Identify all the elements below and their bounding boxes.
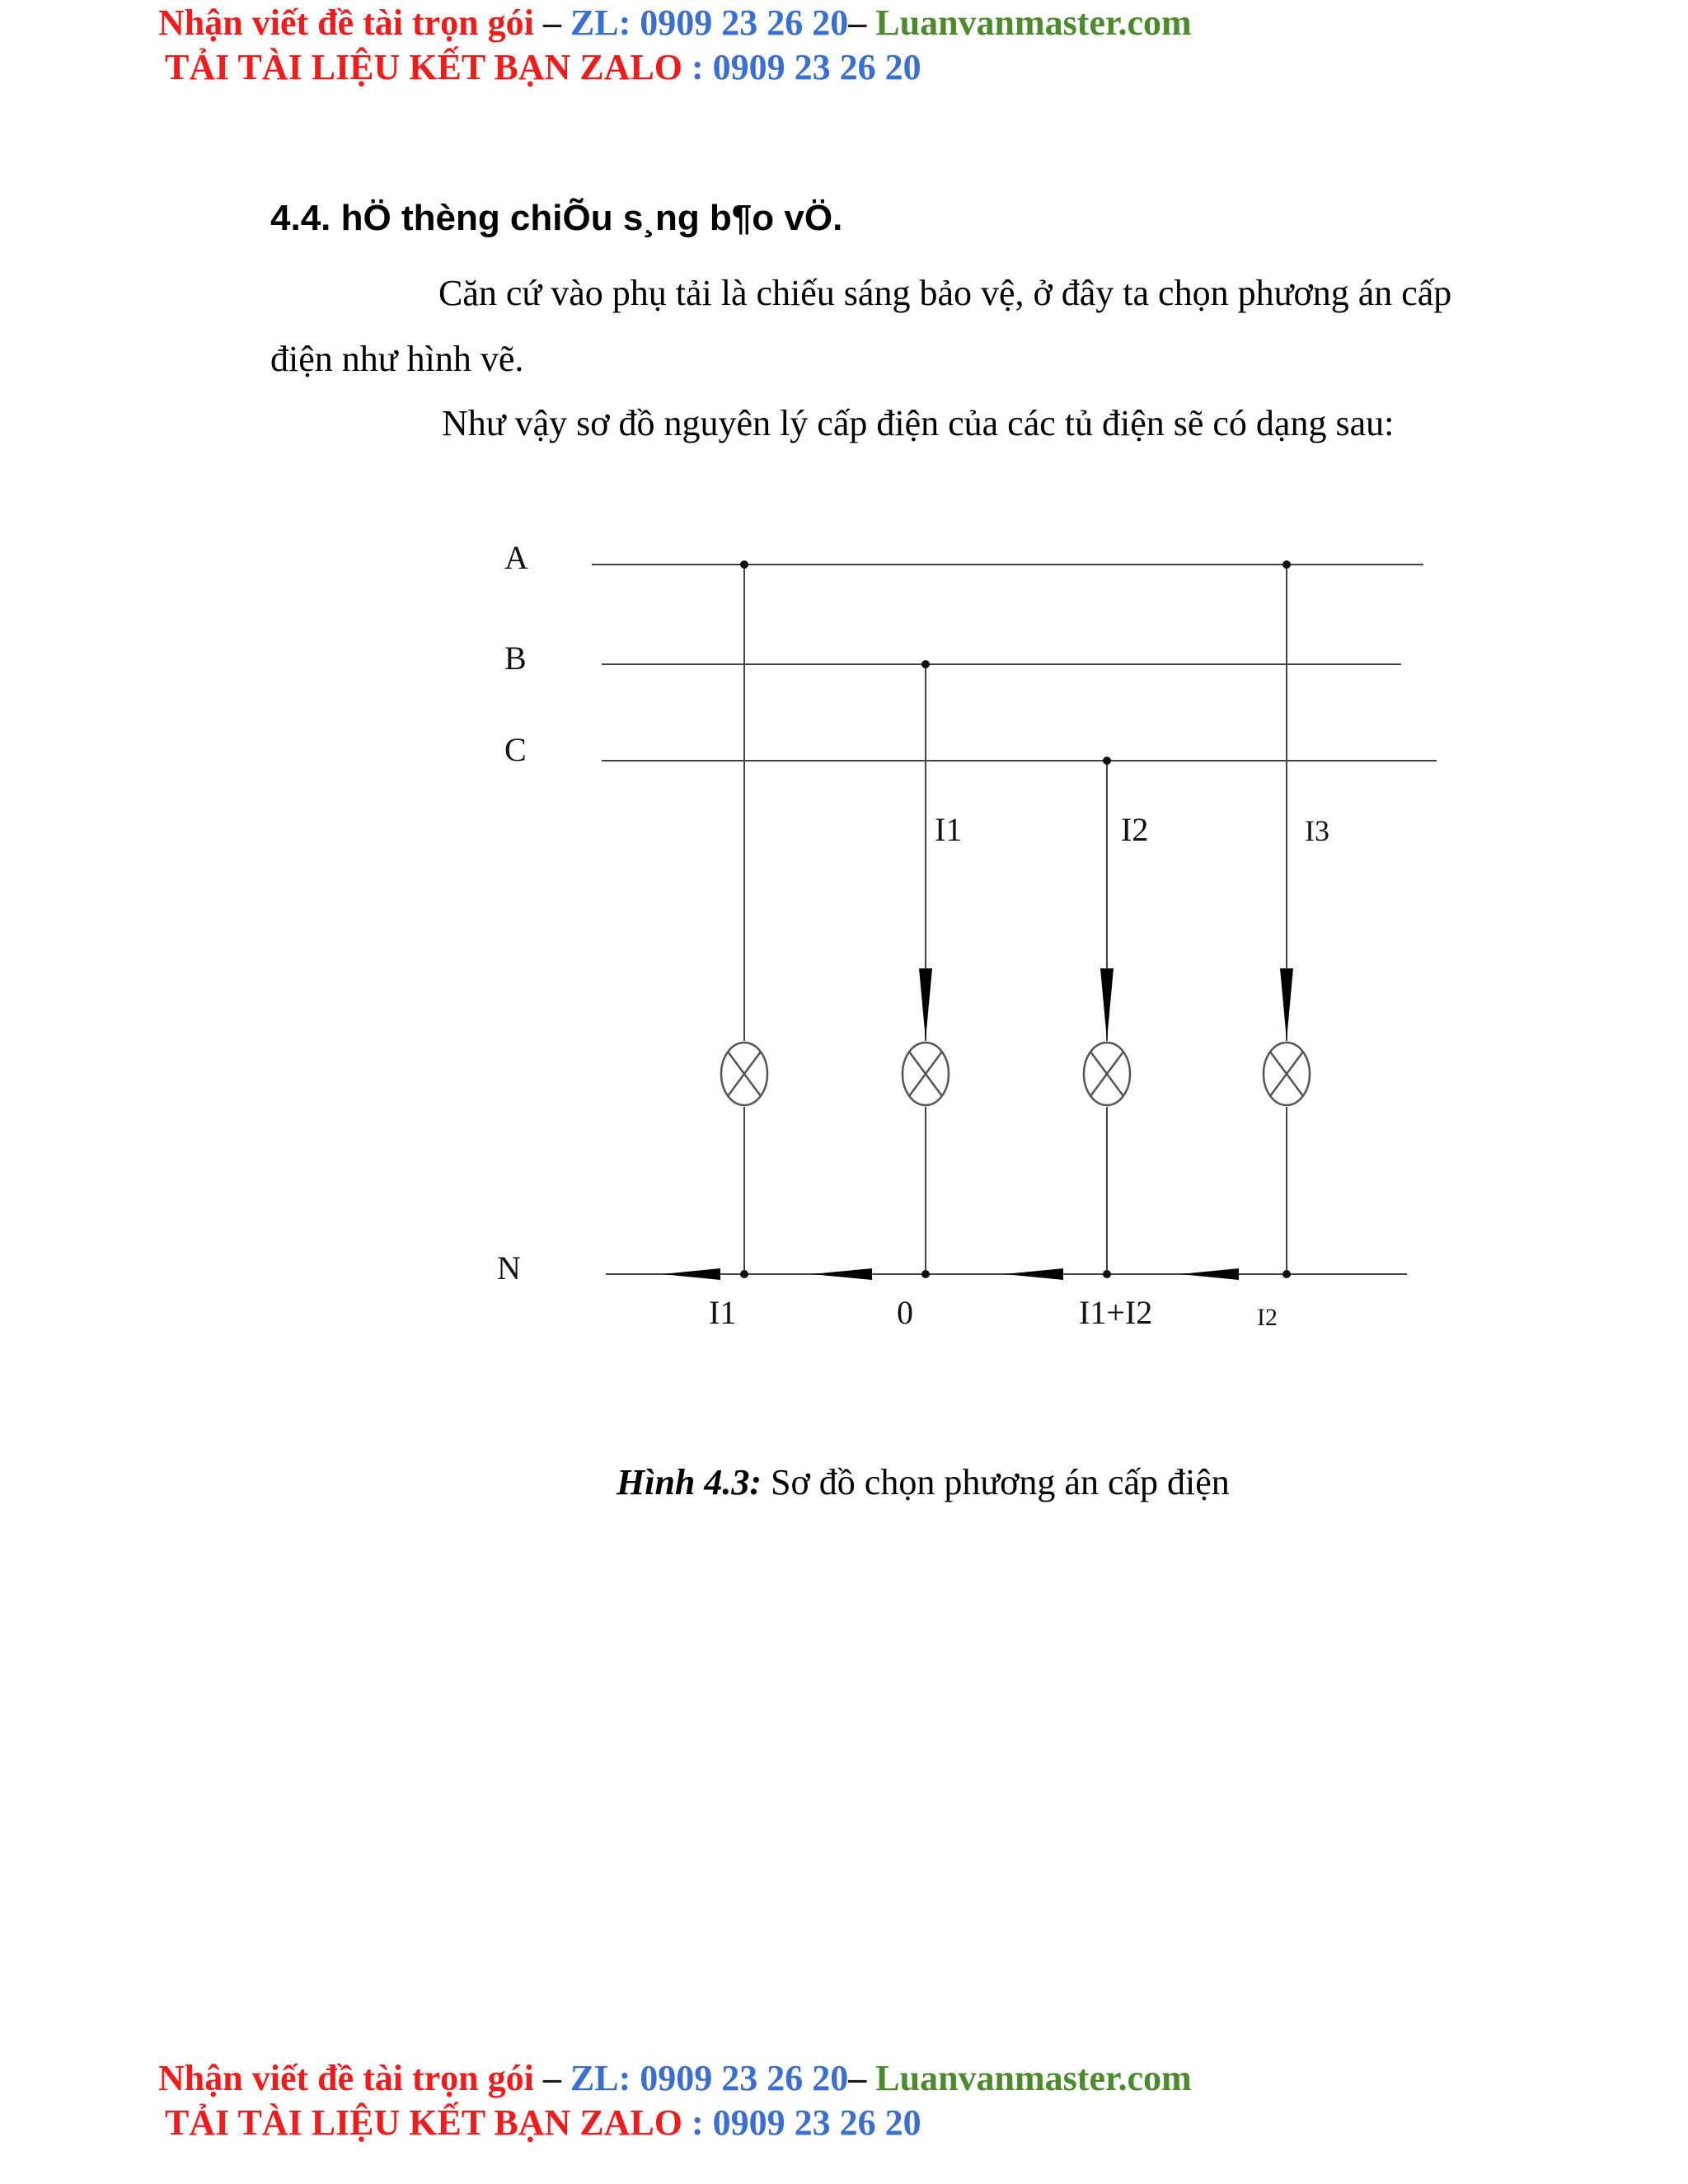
junction-dot bbox=[740, 560, 748, 569]
neutral-current-arrow-left bbox=[812, 1268, 872, 1280]
junction-dot bbox=[921, 1270, 930, 1278]
header-banner-line-2 bbox=[165, 46, 921, 89]
bus-label-b: B bbox=[504, 640, 527, 677]
paragraph-1-line-1: Căn cứ vào phụ tải là chiếu sáng bảo vệ, ở đây ta chọn phương án cấp bbox=[438, 273, 1452, 313]
figure-caption-text: Sơ đồ chọn phương án cấp điện bbox=[762, 1462, 1230, 1502]
current-arrow-down bbox=[1100, 968, 1114, 1040]
section-heading: 4.4. hÖ thèng chiÕu s¸ng b¶o vÖ. bbox=[270, 198, 843, 238]
current-arrow-down bbox=[919, 968, 932, 1040]
neutral-current-label: I1 bbox=[709, 1294, 737, 1331]
bus-label-c: C bbox=[504, 731, 527, 768]
neutral-current-arrow-left bbox=[662, 1268, 720, 1280]
figure-caption bbox=[617, 1460, 1230, 1505]
branch-current-label: I1 bbox=[935, 811, 963, 848]
junction-dot bbox=[921, 660, 930, 668]
lamp-symbol bbox=[1264, 1043, 1310, 1105]
bus-label-n: N bbox=[497, 1249, 521, 1286]
banner-download-text: TẢI TÀI LIỆU KẾT BẠN ZALO bbox=[165, 2102, 683, 2143]
banner-website-link[interactable]: Luanvanmaster.com bbox=[875, 2, 1192, 43]
header-banner-line-1 bbox=[158, 2, 1192, 45]
banner-service-text: Nhận viết đề tài trọn gói bbox=[158, 2, 534, 43]
neutral-current-arrow-left bbox=[1004, 1268, 1063, 1280]
neutral-current-label: I1+I2 bbox=[1079, 1294, 1153, 1331]
banner-zalo-phone: : 0909 23 26 20 bbox=[682, 47, 921, 87]
figure-caption-label: Hình 4.3: bbox=[617, 1462, 762, 1502]
junction-dot bbox=[1103, 1270, 1111, 1278]
banner-zalo-phone: : 0909 23 26 20 bbox=[682, 2102, 921, 2143]
branch-current-label: I2 bbox=[1121, 811, 1149, 848]
bus-label-a: A bbox=[504, 539, 528, 576]
current-arrow-down bbox=[1280, 968, 1293, 1040]
banner-separator: – bbox=[533, 2, 570, 43]
banner-download-text: TẢI TÀI LIỆU KẾT BẠN ZALO bbox=[165, 47, 683, 87]
banner-website-link[interactable]: Luanvanmaster.com bbox=[875, 2058, 1192, 2098]
branch-current-label: I3 bbox=[1305, 814, 1329, 847]
banner-separator: – bbox=[848, 2, 876, 43]
neutral-current-label: I2 bbox=[1257, 1304, 1278, 1331]
banner-separator: – bbox=[533, 2058, 570, 2098]
banner-zalo-number: ZL: 0909 23 26 20 bbox=[570, 2058, 849, 2098]
junction-dot bbox=[1103, 757, 1111, 765]
lamp-symbol bbox=[903, 1043, 949, 1105]
junction-dot bbox=[1282, 560, 1291, 569]
neutral-current-label: 0 bbox=[897, 1294, 913, 1331]
lamp-symbol bbox=[721, 1043, 767, 1105]
paragraph-2: Như vậy sơ đồ nguyên lý cấp điện của các tủ điện sẽ có dạng sau: bbox=[442, 403, 1395, 443]
junction-dot bbox=[1282, 1270, 1291, 1278]
banner-zalo-number: ZL: 0909 23 26 20 bbox=[570, 2, 849, 43]
junction-dot bbox=[740, 1270, 748, 1278]
footer-banner-line-1 bbox=[158, 2057, 1192, 2100]
banner-service-text: Nhận viết đề tài trọn gói bbox=[158, 2058, 534, 2098]
neutral-current-arrow-left bbox=[1180, 1268, 1239, 1280]
paragraph-1-line-2: điện như hình vẽ. bbox=[270, 339, 524, 379]
footer-banner-line-2 bbox=[165, 2102, 921, 2144]
lamp-symbol bbox=[1084, 1043, 1130, 1105]
banner-separator: – bbox=[848, 2058, 876, 2098]
